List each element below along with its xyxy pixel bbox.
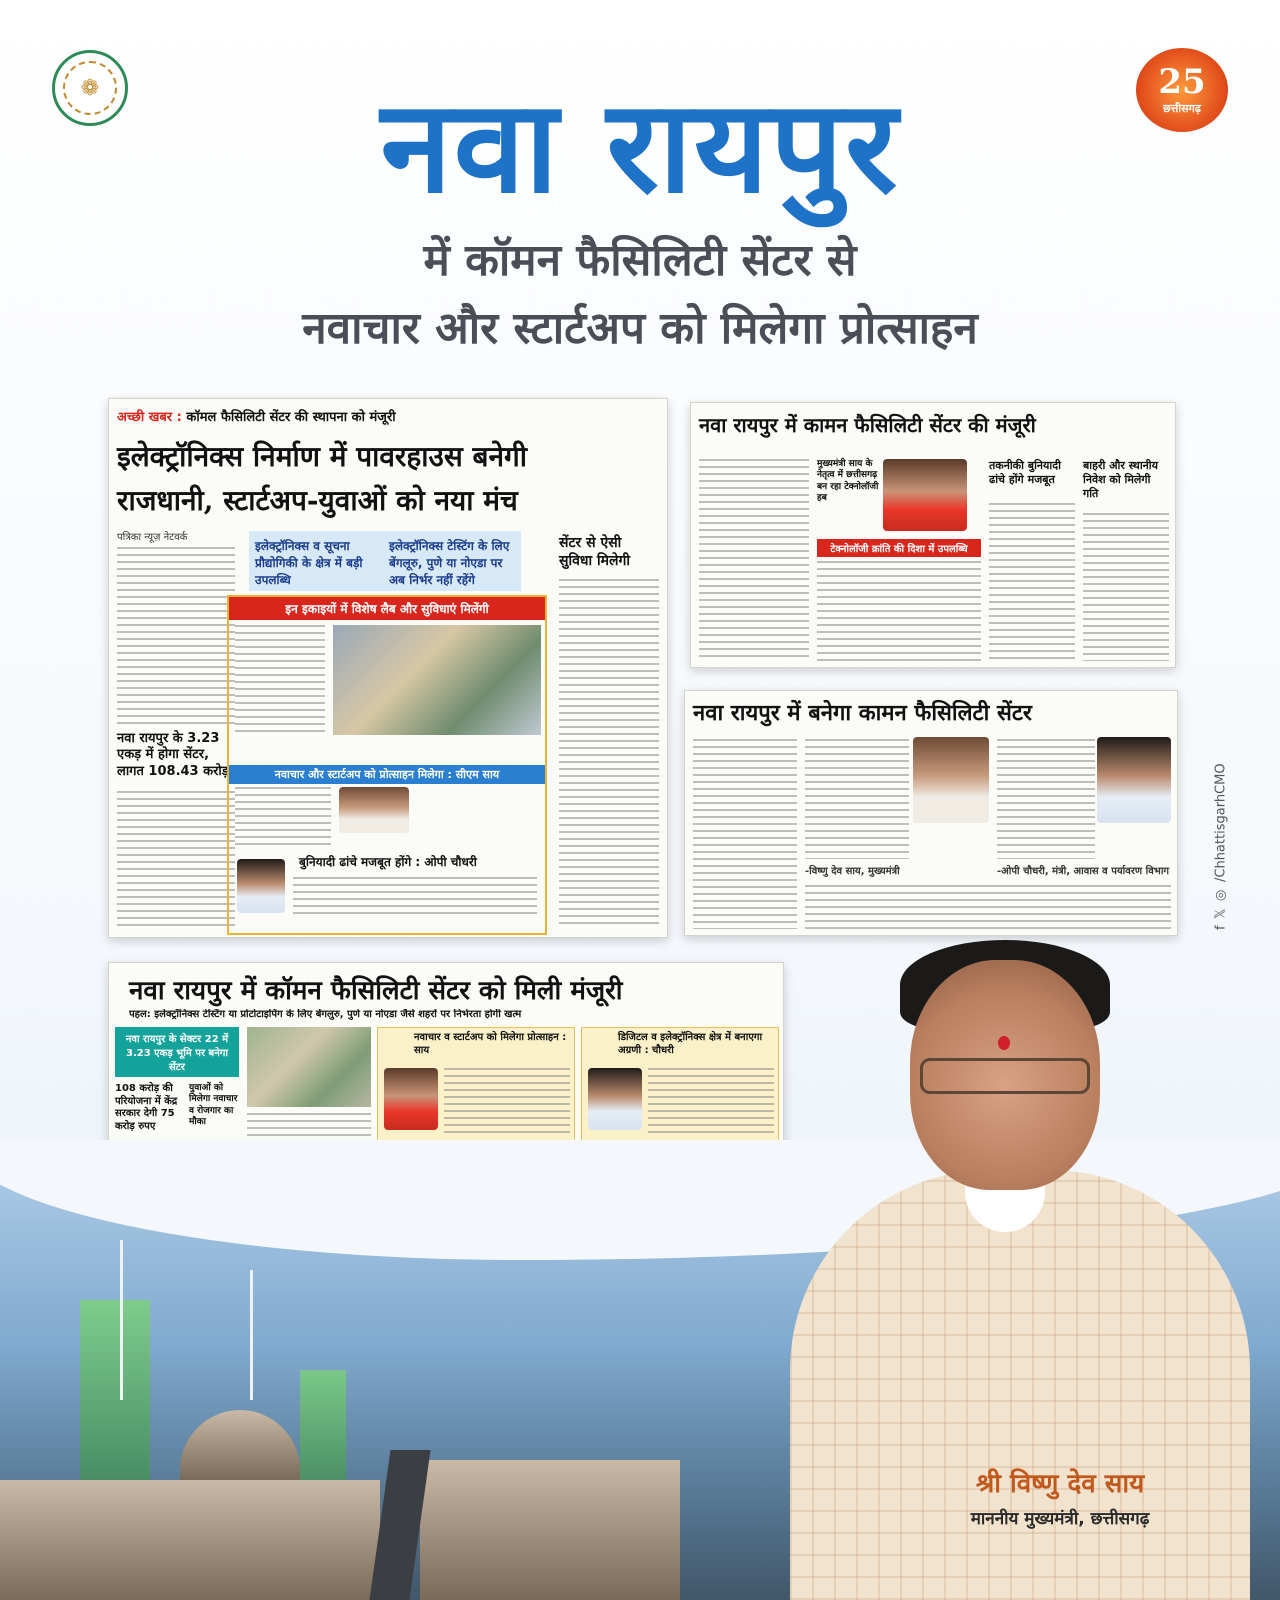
emblem-icon: ❁ [63, 61, 117, 115]
windmill-1 [120, 1240, 123, 1400]
clip1-kicker-red: अच्छी खबर : [117, 410, 182, 425]
clip4-fact1: 108 करोड़ की परियोजना में केंद्र सरकार देगी 75 करोड़ रुपए [115, 1083, 178, 1132]
clip2-body-3 [989, 503, 1075, 661]
windmill-2 [250, 1270, 253, 1400]
building-row-3 [420, 1460, 680, 1600]
op-chaudhary-photo-clip3 [1097, 737, 1171, 823]
clip1-body-left [117, 547, 235, 727]
clip1-red-strip: इन इकाइयों में विशेष लैब और सुविधाएं मिलेंगी [229, 597, 545, 620]
x-icon: 𝕏 [1213, 908, 1229, 920]
clip3-body-1 [693, 739, 797, 929]
clip1-headline-2: राजधानी, स्टार्टअप-युवाओं को नया मंच [117, 484, 518, 517]
cm-name-block [900, 1464, 1220, 1529]
clip3-caption1: -विष्णु देव साय, मुख्यमंत्री [805, 866, 900, 877]
news-clip-patrika [108, 398, 668, 938]
cm-photo-clip4 [384, 1068, 438, 1130]
cm-photo-clip2 [883, 459, 967, 531]
clip1-right-head: सेंटर से ऐसी सुविधा मिलेगी [559, 535, 630, 569]
cm-photo-small [339, 787, 409, 833]
clip4-box-a-text [444, 1068, 570, 1138]
clip1-highlight-box [249, 531, 521, 591]
clip2-headline: नवा रायपुर में कामन फैसिलिटी सेंटर की मंजूरी [699, 413, 1036, 437]
clip2-red-strip: टेक्नोलॉजी क्रांति की दिशा में उपलब्धि [817, 539, 981, 557]
cm-jacket [790, 1170, 1250, 1600]
cm-glasses [920, 1058, 1090, 1094]
page-subtitle-line1: में कॉमन फैसिलिटी सेंटर से [423, 235, 857, 286]
clip2-body-4 [1083, 513, 1169, 661]
clip1-source: पत्रिका न्यूज़ नेटवर्क [117, 532, 188, 543]
clip1-lab-images [333, 625, 541, 735]
news-clip-haribhoomi [690, 402, 1176, 668]
clip2-col-head2: बाहरी और स्थानीय निवेश को मिलेगी गति [1083, 459, 1159, 500]
op-chaudhary-photo-small [237, 859, 285, 913]
cm-designation: माननीय मुख्यमंत्री, छत्तीसगढ़ [970, 1509, 1150, 1529]
clip1-feature-text [235, 625, 325, 735]
clip1-side-head: नवा रायपुर के 3.23 एकड़ में होगा सेंटर, लागत 108.43 करोड़ [117, 731, 229, 779]
clip4-fact2: युवाओं को मिलेगा नवाचार व रोजगार का मौका [189, 1083, 238, 1127]
anniversary-number: 25 [1158, 61, 1206, 102]
clip4-aerial-map [247, 1027, 371, 1107]
clip1-body-right [559, 579, 659, 929]
tilak-mark [998, 1036, 1010, 1050]
social-handle-text: /ChhattisgarhCMO [1213, 763, 1229, 882]
clip4-headline: नवा रायपुर में कॉमन फैसिलिटी सेंटर को मिली मंजूरी [129, 976, 623, 1006]
social-handle [1206, 740, 1236, 930]
clip3-body-2 [805, 739, 909, 859]
op-chaudhary-photo-clip4 [588, 1068, 642, 1130]
clip4-teal-text: नवा रायपुर के सेक्टर 22 में 3.23 एकड़ भूमि पर बनेगा सेंटर [125, 1034, 229, 1073]
facebook-icon: f [1213, 925, 1229, 930]
clip3-headline: नवा रायपुर में बनेगा कामन फैसिलिटी सेंटर [693, 700, 1032, 726]
clip3-body-3 [997, 739, 1095, 859]
cm-photo-clip3 [913, 737, 989, 823]
clip4-box-b-text [648, 1068, 774, 1138]
clip2-quote-box: मुख्यमंत्री साय के नेतृत्व में छत्तीसगढ़ बन रहा टेक्नोलॉजी हब [817, 459, 879, 503]
building-row-2 [180, 1410, 300, 1480]
clip3-body-4 [805, 885, 1171, 929]
clip1-headline-1: इलेक्ट्रॉनिक्स निर्माण में पावरहाउस बनेगी [117, 440, 528, 473]
building-row-1 [0, 1480, 380, 1600]
clip2-body-1 [699, 459, 809, 659]
news-clip-navbharat [684, 690, 1178, 936]
instagram-icon: ◎ [1213, 887, 1229, 903]
clip1-op-quote [293, 877, 537, 917]
clip1-box1: इलेक्ट्रॉनिक्स व सूचना प्रौद्योगिकी के क्षेत्र में बड़ी उपलब्धि [255, 539, 363, 587]
clip3-caption2: -ओपी चौधरी, मंत्री, आवास व पर्यावरण विभाग [997, 866, 1170, 877]
clip1-cm-quote [235, 787, 331, 847]
clip1-kicker [117, 407, 396, 425]
glass-tower-1 [80, 1300, 150, 1500]
clip2-col-head1: तकनीकी बुनियादी ढांचे होंगे मजबूत [989, 459, 1061, 486]
clip2-body-2 [817, 561, 981, 661]
anniversary-state: छत्तीसगढ़ [1163, 101, 1201, 115]
page-subtitle-line2: नवाचार और स्टार्टअप को मिलेगा प्रोत्साहन [302, 303, 978, 354]
clip4-box-a-title: नवाचार व स्टार्टअप को मिलेगा प्रोत्साहन : साय [414, 1032, 567, 1056]
cm-name: श्री विष्णु देव साय [975, 1469, 1145, 1499]
clip4-box-b-title: डिजिटल व इलेक्ट्रॉनिक्स क्षेत्र में बनाएगा अग्रणी : चौधरी [618, 1032, 763, 1056]
page-title: नवा रायपुर [380, 73, 900, 222]
clip1-kicker-text: कॉमल फैसिलिटी सेंटर की स्थापना को मंजूरी [186, 410, 396, 425]
clip4-teal-box [115, 1027, 239, 1077]
clip1-op-head: बुनियादी ढांचे मजबूत होंगे : ओपी चौधरी [299, 855, 477, 869]
clip1-feature-frame [227, 595, 547, 935]
clip1-blue-strip: नवाचार और स्टार्टअप को प्रोत्साहन मिलेगा : सीएम साय [229, 765, 545, 784]
clip1-box2: इलेक्ट्रॉनिक्स टेस्टिंग के लिए बेंगलूरु, पुणे या नोएडा पर अब निर्भर नहीं रहेंगे [389, 539, 510, 587]
clip4-subhead: पहल: इलेक्ट्रॉनिक्स टेस्टिंग या प्रोटोटाइपिंग के लिए बेंगलुरु, पुणे या नोएडा जैसे शहरों पर निर्भरता होगी खत्म [129, 1009, 522, 1020]
clip1-body-left2 [117, 791, 235, 931]
